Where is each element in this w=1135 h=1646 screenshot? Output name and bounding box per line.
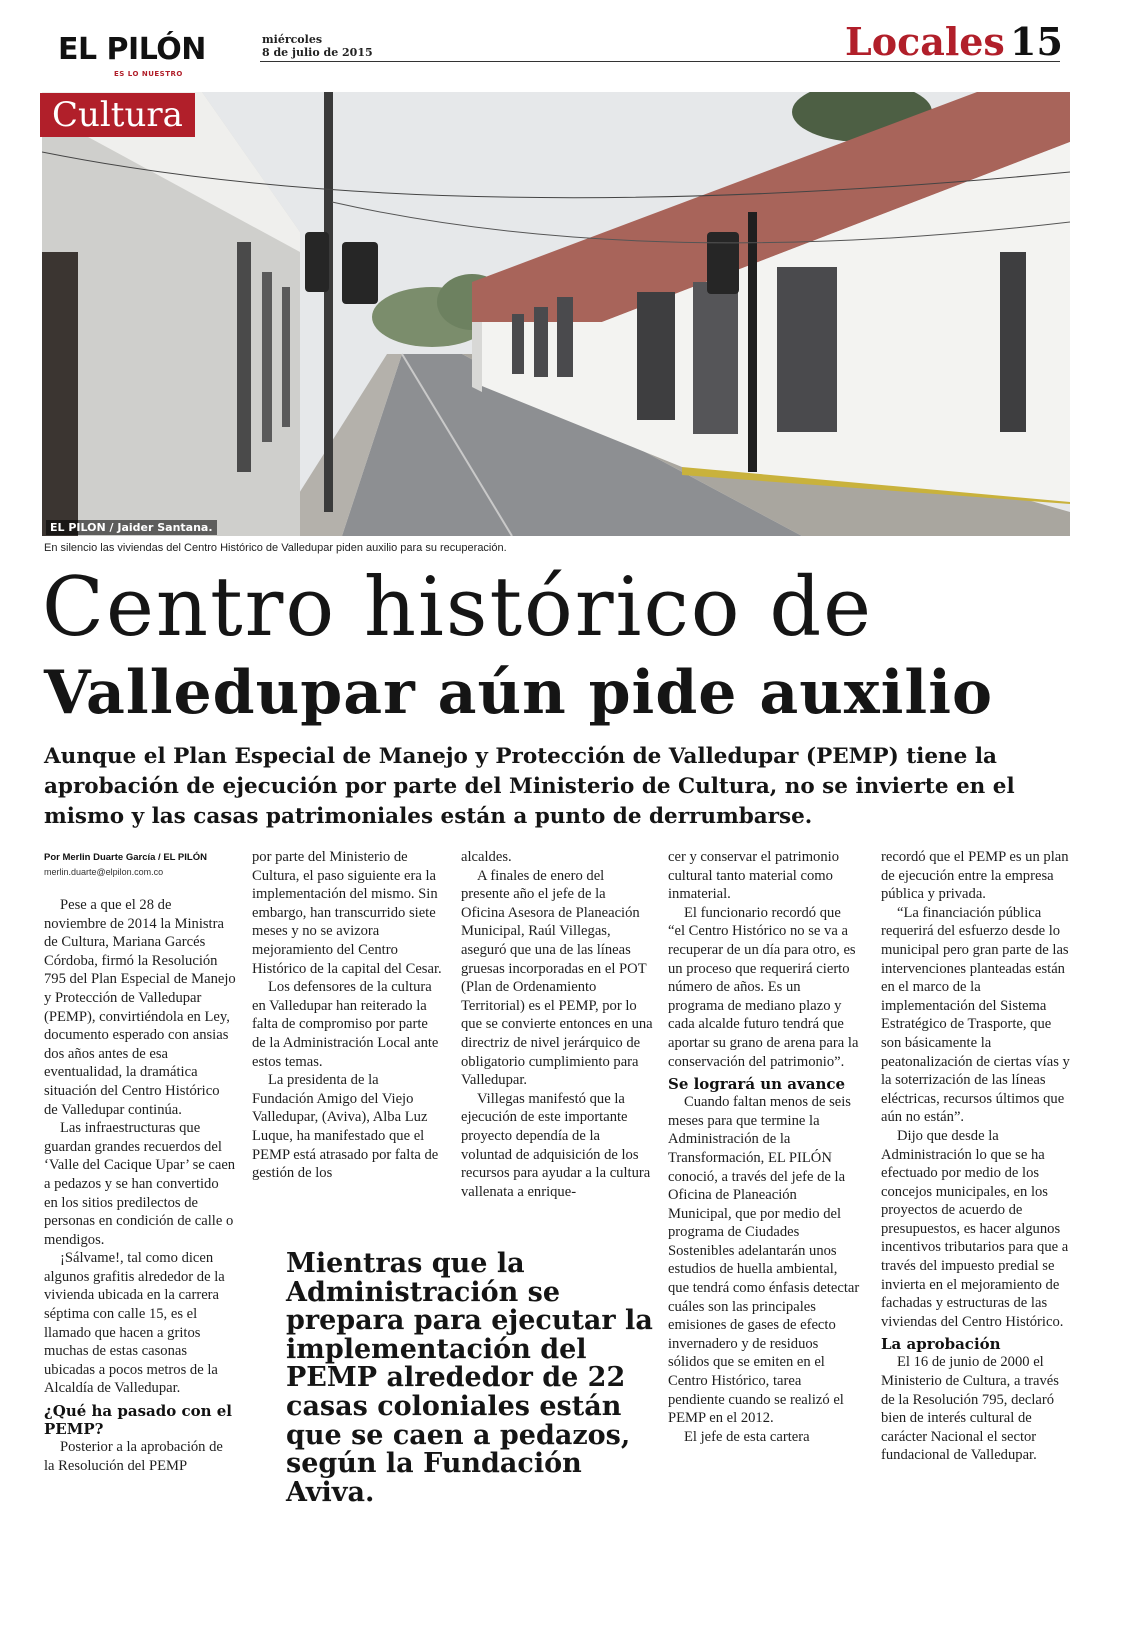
paragraph: Villegas manifestó que la ejecución de este importante proyecto dependía de la voluntad de adquisición de los recursos para ayudar a la cultura vallenata a enrique- xyxy=(461,1090,651,1200)
paragraph: recordó que el PEMP es un plan de ejecución entre la empresa pública y privada. xyxy=(881,849,1069,903)
paragraph: Posterior a la aprobación de la Resolución del PEMP xyxy=(44,1439,223,1474)
paragraph: Dijo que desde la Administración lo que se ha efectuado por medio de los concejos municipales, en los proyectos de acuerdo de presupuestos, es hacer algunos incentivos tributarios para que a través del impuesto predial se invierta en el mejoramiento de fachadas y estructuras de las viviendas del Centro Histórico. xyxy=(881,1127,1069,1330)
paragraph: Cuando faltan menos de seis meses para que termine la Administración de la Transformación, EL PILÓN conoció, a través del jefe de la Oficina de Planeación Municipal, que por medio del programa de Ciudades Sostenibles adelantarán unos estudios de huella ambiental, que tendrá como énfasis detectar cuáles son las principales emisiones de gases de efecto invernadero y de residuos sólidos que se emiten en el Centro Histórico, tarea pendiente cuando se realizó el PEMP en el 2012. xyxy=(668,1094,860,1427)
subheading: Se logrará un avance xyxy=(668,1075,846,1094)
issue-day: miércoles xyxy=(262,33,323,46)
paragraph: Las infraestructuras que guardan grandes recuerdos del ‘Valle del Cacique Upar’ se caen a pedazos y se han convertido en los sitios predilectos de personas en condición de calle o mendigos. xyxy=(44,1120,236,1248)
byline-email[interactable]: merlin.duarte@elpilon.com.co xyxy=(44,867,164,877)
page-number: 15 xyxy=(1010,19,1063,64)
paragraph: El jefe de esta cartera xyxy=(684,1428,810,1445)
paragraph: Pese a que el 28 de noviembre de 2014 la Ministra de Cultura, Mariana Garcés Córdoba, firmó la Resolución 795 del Plan Especial de Manejo y Protección de Valledupar (PEMP), convirtiéndola en Ley, documento esperado con ansias dos años antes de esa eventualidad, la dramática situación del Centro Histórico de Valledupar continúa. xyxy=(44,897,236,1118)
article-column-3 xyxy=(461,848,653,1201)
headline-line-1: Centro histórico de xyxy=(42,561,874,655)
section-tag: Cultura xyxy=(40,93,195,137)
section-name: Locales xyxy=(845,19,1005,64)
subheading: La aprobación xyxy=(881,1335,1001,1354)
paragraph: El 16 de junio de 2000 el Ministerio de Cultura, a través de la Resolución 795, declaró bien de interés cultural de carácter Nacional el sector fundacional de Valledupar. xyxy=(881,1354,1059,1464)
newspaper-logo: EL PILÓN xyxy=(58,32,206,67)
article-deck: Aunque el Plan Especial de Manejo y Protección de Valledupar (PEMP) tiene la aprobación de ejecución por parte del Ministerio de Cultura, no se invierte en el mismo y las casas patrimoniales están a punto de derrumbarse. xyxy=(44,744,1015,829)
paragraph: ¡Sálvame!, tal como dicen algunos grafitis alrededor de la vivienda ubicada en la carrera séptima con calle 15, es el llamado que hacen a gritos muchas de estas casonas ubicadas a pocos metros de la Alcaldía de Valledupar. xyxy=(44,1250,225,1397)
paragraph: alcaldes. xyxy=(461,849,512,865)
street-photo xyxy=(42,92,1070,536)
subheading: ¿Qué ha pasado con el PEMP? xyxy=(44,1402,232,1439)
paragraph: Los defensores de la cultura en Valledupar han reiterado la falta de compromiso por parte de la Administración Local ante estos temas. xyxy=(252,979,439,1070)
article-column-2 xyxy=(252,848,442,1183)
logo-slogan: ES LO NUESTRO xyxy=(114,70,183,78)
article-column-1 xyxy=(44,896,236,1475)
photo-credit: EL PILON / Jaider Santana. xyxy=(46,520,217,535)
headline-line-2: Valledupar aún pide auxilio xyxy=(44,658,994,728)
paragraph: A finales de enero del presente año el jefe de la Oficina Asesora de Planeación Municipal, Raúl Villegas, aseguró que una de las líneas gruesas incorporadas en el POT (Plan de Ordenamiento Territorial) es el PEMP, por lo que se convierte entonces en una directriz de nivel jerárquico de obligatorio cumplimiento para Valledupar. xyxy=(461,867,653,1089)
paragraph: por parte del Ministerio de Cultura, el paso siguiente era la implementación del mismo. Sin embargo, han transcurrido siete meses y no se avizora mejoramiento del Centro Histórico de la capital del Cesar. xyxy=(252,849,442,977)
byline: Por Merlin Duarte García / EL PILÓN xyxy=(44,852,207,863)
article-column-5 xyxy=(881,848,1071,1465)
pull-quote: Mientras que la Administración se prepara para ejecutar la implementación del PEMP alrededor de 22 casas coloniales están que se caen a pedazos, según la Fundación Aviva. xyxy=(286,1248,653,1508)
paragraph: La presidenta de la Fundación Amigo del Viejo Valledupar, (Aviva), Alba Luz Luque, ha manifestado que el PEMP está atrasado por falta de gestión de los xyxy=(252,1072,439,1182)
issue-date: 8 de julio de 2015 xyxy=(262,46,373,59)
photo-caption: En silencio las viviendas del Centro Histórico de Valledupar piden auxilio para su recuperación. xyxy=(44,542,507,554)
paragraph: cer y conservar el patrimonio cultural tanto material como inmaterial. xyxy=(668,849,839,903)
article-column-4 xyxy=(668,848,860,1446)
paragraph: El funcionario recordó que “el Centro Histórico no se va a recuperar de un día para otro, es un proceso que requerirá cierto número de años. Es un programa de mediano plazo y cada alcalde futuro tendrá que aportar su grano de arena para la conservación del patrimonio”. xyxy=(668,904,859,1070)
paragraph: “La financiación pública requerirá del esfuerzo desde lo municipal pero gran parte de las intervenciones planteadas están en el marco de la implementación del Sistema Estratégico de Trasporte, que son básicamente la peatonalización de ciertas vías y la soterrización de las líneas eléctricas, recursos últimos que aún no están”. xyxy=(881,904,1070,1126)
